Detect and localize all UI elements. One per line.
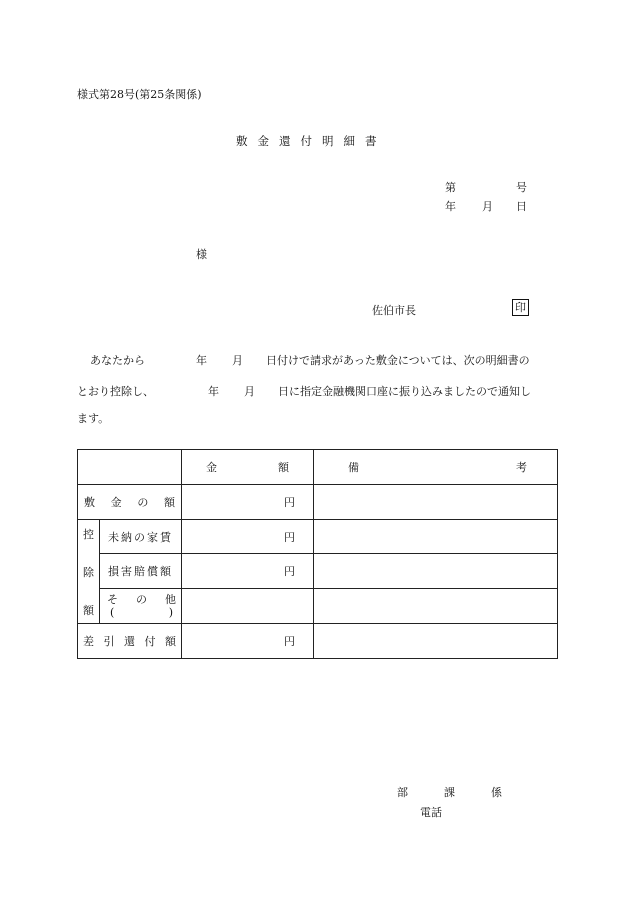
header-amount-cell bbox=[182, 450, 314, 485]
refund-yen: 円 bbox=[284, 635, 295, 648]
header-amount-char-2: 額 bbox=[278, 461, 289, 474]
footer-unit: 係 bbox=[491, 786, 502, 799]
deduction-label-char-3: 額 bbox=[83, 603, 94, 617]
deposit-label-char-4: 額 bbox=[163, 496, 175, 509]
header-note-cell bbox=[314, 450, 558, 485]
deposit-label-char-1: 敷 bbox=[84, 496, 95, 509]
unpaid-rent-yen: 円 bbox=[284, 530, 295, 544]
other-label-cell bbox=[100, 589, 182, 624]
number-go: 号 bbox=[516, 181, 527, 194]
refund-label-char-3: 還 bbox=[124, 635, 135, 648]
seal-mark: 印 bbox=[512, 299, 529, 316]
footer-phone: 電話 bbox=[420, 806, 442, 819]
body-line2-month: 月 bbox=[244, 385, 255, 398]
date-month: 月 bbox=[482, 200, 493, 213]
number-dai: 第 bbox=[445, 181, 456, 194]
deposit-yen: 円 bbox=[284, 496, 295, 509]
body-line2-part2: 日に指定金融機関口座に振り込みましたので通知し bbox=[278, 385, 531, 398]
deposit-label-char-3: の bbox=[137, 496, 149, 509]
table-row-other bbox=[78, 589, 558, 624]
refund-yen-cell bbox=[182, 624, 314, 659]
deposit-yen-cell bbox=[182, 485, 314, 520]
deduction-label-char-1: 控 bbox=[83, 527, 94, 541]
header-note-char-1: 備 bbox=[348, 461, 359, 474]
table-row-refund bbox=[78, 624, 558, 659]
body-line1-year: 年 bbox=[196, 354, 207, 367]
deposit-label-char-2: 金 bbox=[110, 496, 122, 509]
issuer-name: 佐伯市長 bbox=[372, 304, 416, 317]
damages-yen-cell bbox=[182, 554, 314, 589]
date-day: 日 bbox=[516, 200, 527, 213]
table-row-unpaid-rent bbox=[78, 520, 558, 554]
other-note-cell bbox=[314, 589, 558, 624]
deposit-note-cell bbox=[314, 485, 558, 520]
unpaid-rent-label: 未納の家賃 bbox=[100, 520, 182, 554]
refund-detail-table bbox=[77, 449, 558, 659]
body-line1-month: 月 bbox=[232, 354, 243, 367]
form-number: 様式第28号(第25条関係) bbox=[77, 88, 202, 101]
refund-label-char-4: 付 bbox=[144, 635, 156, 648]
footer-section: 課 bbox=[444, 786, 455, 799]
footer-department: 部 bbox=[397, 786, 408, 799]
damages-label: 損害賠償額 bbox=[100, 554, 182, 589]
body-line2-part1: とおり控除し、 bbox=[77, 385, 154, 398]
addressee-suffix: 様 bbox=[196, 248, 207, 261]
damages-note-cell bbox=[314, 554, 558, 589]
body-line1-part2: 日付けで請求があった敷金については、次の明細書の bbox=[266, 354, 530, 367]
other-label-char-2: の bbox=[136, 593, 147, 606]
header-note-char-2: 考 bbox=[516, 461, 527, 474]
other-label-char-1: そ bbox=[107, 593, 118, 606]
body-line-3: ます。 bbox=[77, 412, 110, 425]
unpaid-rent-note-cell bbox=[314, 520, 558, 554]
header-amount-char-1: 金 bbox=[206, 461, 217, 474]
damages-yen: 円 bbox=[284, 565, 295, 578]
header-blank-cell bbox=[78, 450, 182, 485]
deduction-label-char-2: 除 bbox=[83, 565, 94, 579]
refund-note-cell bbox=[314, 624, 558, 659]
table-row-damages bbox=[78, 554, 558, 589]
refund-label-char-2: 引 bbox=[103, 635, 115, 648]
refund-label-char-5: 額 bbox=[165, 635, 176, 648]
body-line2-year: 年 bbox=[208, 385, 219, 398]
other-paren-open: ( bbox=[110, 606, 115, 619]
table-row-deposit bbox=[78, 485, 558, 520]
document-title: 敷金還付明細書 bbox=[236, 134, 387, 148]
body-line1-part1: あなたから bbox=[90, 354, 145, 367]
other-paren-close: ) bbox=[168, 606, 173, 619]
refund-label-cell bbox=[78, 624, 182, 659]
refund-label-char-1: 差 bbox=[83, 635, 94, 648]
other-label-char-3: 他 bbox=[165, 593, 176, 606]
deduction-label-cell bbox=[78, 520, 100, 624]
unpaid-rent-yen-cell bbox=[182, 520, 314, 554]
date-year: 年 bbox=[445, 200, 456, 213]
table-header-row bbox=[78, 450, 558, 485]
other-amount-cell bbox=[182, 589, 314, 624]
deposit-label-cell bbox=[78, 485, 182, 520]
